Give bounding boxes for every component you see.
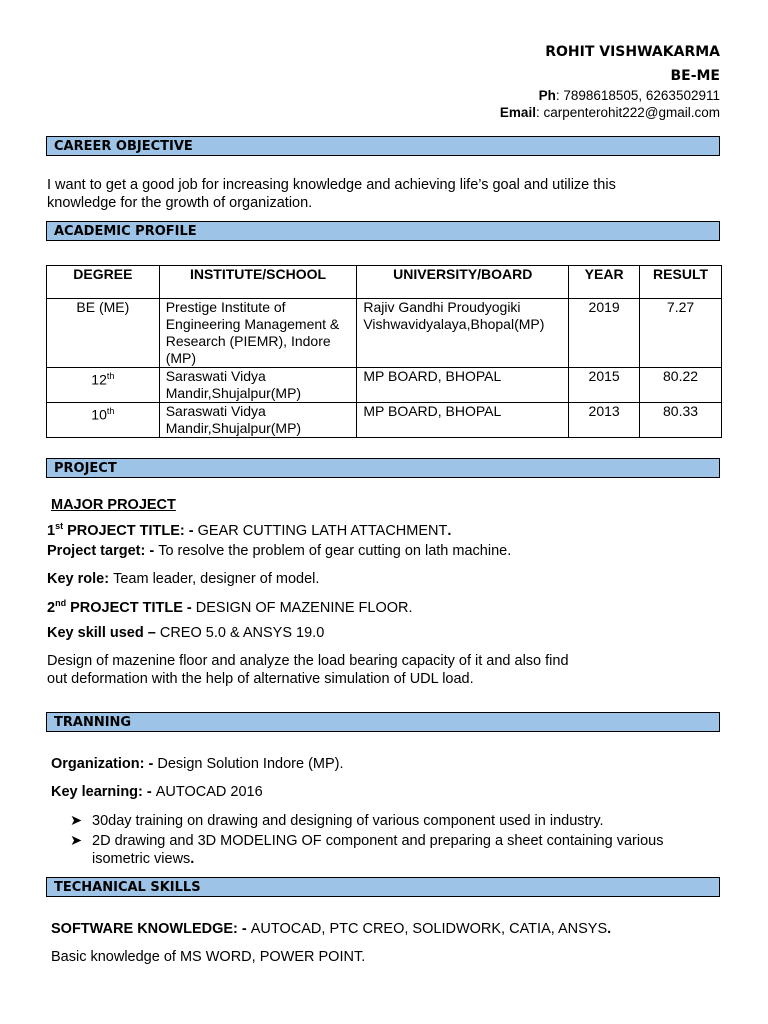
candidate-name: ROHIT VISHWAKARMA [545, 44, 720, 60]
bullet-text: 2D drawing and 3D MODELING OF component and preparing a sheet containing various isometric views [92, 833, 664, 867]
cell-result: 7.27 [640, 299, 722, 368]
p2-title: DESIGN OF MAZENINE FLOOR. [195, 599, 413, 616]
p2-num: 2 [47, 599, 56, 616]
cell-board: MP BOARD, BHOPAL [357, 403, 569, 438]
major-project-title: MAJOR PROJECT [51, 497, 176, 513]
sw-dot: . [607, 921, 612, 937]
cell-board: MP BOARD, BHOPAL [357, 368, 569, 403]
target-text: To resolve the problem of gear cutting on lath machine. [158, 543, 512, 559]
academic-profile-heading: ACADEMIC PROFILE [46, 221, 720, 241]
organization-line [51, 756, 344, 772]
skill-label: Key skill used – [47, 625, 160, 641]
p1-dot: . [447, 522, 452, 539]
sw-text: AUTOCAD, PTC CREO, SOLIDWORK, CATIA, ANSYS [250, 921, 608, 937]
cell-year: 2013 [569, 403, 640, 438]
career-objective-text [47, 176, 687, 212]
cell-degree [47, 368, 160, 403]
target-label: Project target: - [47, 543, 159, 559]
p1-label: PROJECT TITLE: - [63, 522, 198, 539]
degree-sup: th [106, 371, 115, 381]
org-label: Organization: - [51, 756, 158, 772]
candidate-degree: BE-ME [670, 68, 720, 84]
p2-label: PROJECT TITLE - [66, 599, 196, 616]
sw-label: SOFTWARE KNOWLEDGE: - [51, 921, 251, 937]
key-learning-line [51, 784, 263, 800]
project-description [47, 652, 687, 688]
col-institute: INSTITUTE/SCHOOL [159, 266, 357, 299]
skill-text: CREO 5.0 & ANSYS 19.0 [159, 625, 325, 641]
cell-result: 80.33 [640, 403, 722, 438]
learn-text: AUTOCAD 2016 [155, 784, 263, 800]
cell-degree [47, 403, 160, 438]
desc-line-2: out deformation with the help of alternative simulation of UDL load. [47, 671, 474, 687]
desc-line-1: Design of mazenine floor and analyze the load bearing capacity of it and also find [47, 653, 569, 669]
bullet-text: 30day training on drawing and designing of various component used in industry. [92, 813, 604, 829]
training-bullets [70, 812, 720, 870]
degree-text: BE (ME) [76, 299, 130, 315]
email-line [500, 105, 720, 120]
arrow-bullet-icon: ➤ [70, 833, 83, 849]
cell-institute: Prestige Institute of Engineering Management & Research (PIEMR), Indore (MP) [159, 299, 357, 368]
col-board: UNIVERSITY/BOARD [357, 266, 569, 299]
learn-label: Key learning: - [51, 784, 156, 800]
role-label: Key role: [47, 571, 114, 587]
phone-label: Ph [538, 88, 556, 103]
email-value: : carpenterohit222@gmail.com [535, 105, 720, 120]
project1-line [47, 521, 451, 539]
email-label: Email [499, 105, 536, 120]
cell-year: 2015 [569, 368, 640, 403]
role-text: Team leader, designer of model. [113, 571, 320, 587]
cell-result: 80.22 [640, 368, 722, 403]
p1-num: 1 [47, 522, 56, 539]
career-line-2: knowledge for the growth of organization. [47, 195, 313, 211]
degree-sup: th [106, 406, 115, 416]
training-heading: TRANNING [46, 712, 720, 732]
academic-table [46, 265, 722, 438]
p1-sup: st [55, 521, 64, 531]
cell-institute: Saraswati Vidya Mandir,Shujalpur(MP) [159, 403, 357, 438]
project-target-line [47, 543, 511, 559]
key-role-line [47, 571, 319, 587]
cell-institute: Saraswati Vidya Mandir,Shujalpur(MP) [159, 368, 357, 403]
org-text: Design Solution Indore (MP). [157, 756, 344, 772]
bullet-dot: . [190, 851, 195, 867]
table-row [47, 368, 722, 403]
career-objective-heading: CAREER OBJECTIVE [46, 136, 720, 156]
degree-text: 12 [91, 371, 107, 388]
phone-line [539, 88, 720, 103]
col-result: RESULT [640, 266, 722, 299]
col-degree: DEGREE [47, 266, 160, 299]
software-knowledge-line [51, 921, 611, 937]
cell-degree [47, 299, 160, 368]
list-item [70, 812, 720, 830]
table-row [47, 299, 722, 368]
basic-knowledge-line: Basic knowledge of MS WORD, POWER POINT. [51, 949, 366, 965]
degree-text: 10 [91, 406, 107, 423]
cell-board: Rajiv Gandhi Proudyogiki Vishwavidyalaya,Bhopal(MP) [357, 299, 569, 368]
list-item [70, 832, 720, 868]
p2-sup: nd [55, 598, 67, 608]
table-row [47, 403, 722, 438]
p1-title: GEAR CUTTING LATH ATTACHMENT [197, 522, 448, 539]
technical-skills-heading: TECHANICAL SKILLS [46, 877, 720, 897]
career-line-1: I want to get a good job for increasing knowledge and achieving life’s goal and utilize this [47, 177, 616, 193]
key-skill-line [47, 625, 324, 641]
project2-line [47, 598, 413, 616]
project-heading: PROJECT [46, 458, 720, 478]
cell-year: 2019 [569, 299, 640, 368]
phone-value: : 7898618505, 6263502911 [555, 88, 720, 103]
arrow-bullet-icon: ➤ [70, 813, 83, 829]
table-header-row [47, 266, 722, 299]
col-year: YEAR [569, 266, 640, 299]
